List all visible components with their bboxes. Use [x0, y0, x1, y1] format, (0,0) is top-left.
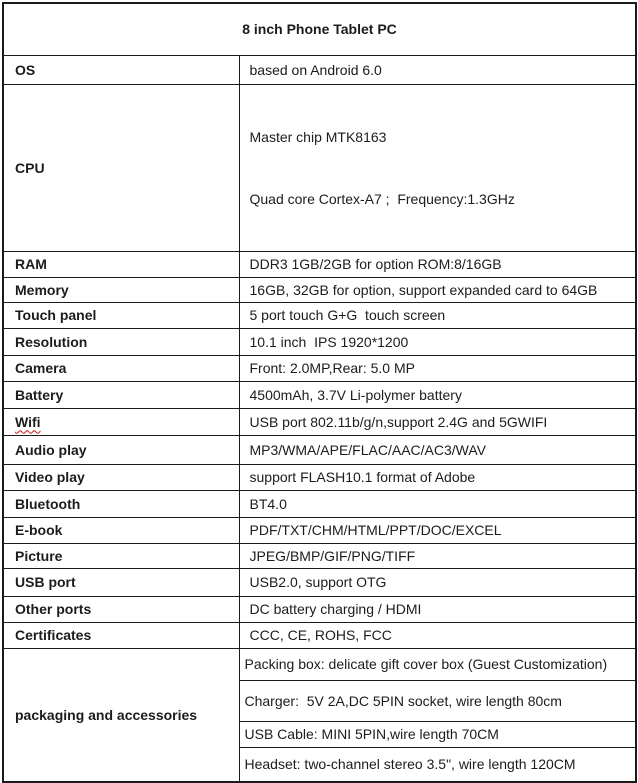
spec-row-cpu [3, 84, 636, 251]
spec-value-bluetooth: BT4.0 [239, 490, 636, 517]
spec-row-touch-panel [3, 302, 636, 328]
spec-value-video-play: support FLASH10.1 format of Adobe [239, 464, 636, 490]
spec-value-resolution: 10.1 inch IPS 1920*1200 [239, 328, 636, 355]
spec-label-bluetooth: Bluetooth [3, 490, 239, 517]
cpu-line-1: Master chip MTK8163 [249, 128, 387, 145]
packaging-row-packing-box [3, 648, 636, 680]
spec-value-certificates: CCC, CE, ROHS, FCC [239, 622, 636, 648]
spec-label-other-ports: Other ports [3, 596, 239, 622]
spec-label-packaging: packaging and accessories [3, 648, 239, 782]
spec-label-audio-play: Audio play [3, 435, 239, 464]
page-title: 8 inch Phone Tablet PC [3, 3, 636, 55]
spec-label-certificates: Certificates [3, 622, 239, 648]
spec-table [2, 2, 637, 783]
packaging-item-charger: Charger: 5V 2A,DC 5PIN socket, wire length 80cm [239, 680, 636, 721]
spec-label-cpu: CPU [3, 84, 239, 251]
spec-row-ebook [3, 517, 636, 543]
spec-row-wifi [3, 408, 636, 435]
spec-value-battery: 4500mAh, 3.7V Li-polymer battery [239, 381, 636, 408]
spec-row-certificates [3, 622, 636, 648]
spec-label-resolution: Resolution [3, 328, 239, 355]
spec-row-usb-port [3, 568, 636, 596]
spec-value-memory: 16GB, 32GB for option, support expanded card to 64GB [239, 277, 636, 302]
spec-label-ram: RAM [3, 251, 239, 277]
spec-label-picture: Picture [3, 543, 239, 568]
spec-value-os: based on Android 6.0 [239, 55, 636, 84]
spec-value-audio-play: MP3/WMA/APE/FLAC/AAC/AC3/WAV [239, 435, 636, 464]
spec-row-os [3, 55, 636, 84]
spec-value-camera: Front: 2.0MP,Rear: 5.0 MP [239, 355, 636, 381]
spec-label-video-play: Video play [3, 464, 239, 490]
spec-row-memory [3, 277, 636, 302]
spec-row-other-ports [3, 596, 636, 622]
cpu-line-2: Quad core Cortex-A7 ; Frequency:1.3GHz [249, 190, 515, 207]
wifi-misspell-underline: Wifi [15, 413, 41, 430]
spec-label-wifi [3, 408, 239, 435]
spec-label-os: OS [3, 55, 239, 84]
spec-label-usb-port: USB port [3, 568, 239, 596]
spec-label-battery: Battery [3, 381, 239, 408]
spec-value-ebook: PDF/TXT/CHM/HTML/PPT/DOC/EXCEL [239, 517, 636, 543]
spec-value-picture: JPEG/BMP/GIF/PNG/TIFF [239, 543, 636, 568]
spec-value-wifi: USB port 802.11b/g/n,support 2.4G and 5GWIFI [239, 408, 636, 435]
spec-row-camera [3, 355, 636, 381]
spec-value-usb-port: USB2.0, support OTG [239, 568, 636, 596]
spec-row-audio-play [3, 435, 636, 464]
spec-row-battery [3, 381, 636, 408]
spec-row-bluetooth [3, 490, 636, 517]
title-row [3, 3, 636, 55]
packaging-item-usb-cable: USB Cable: MINI 5PIN,wire length 70CM [239, 721, 636, 747]
spec-value-touch-panel: 5 port touch G+G touch screen [239, 302, 636, 328]
spec-row-resolution [3, 328, 636, 355]
spec-value-cpu [239, 84, 636, 251]
spec-row-video-play [3, 464, 636, 490]
spec-label-camera: Camera [3, 355, 239, 381]
spec-value-ram: DDR3 1GB/2GB for option ROM:8/16GB [239, 251, 636, 277]
spec-value-other-ports: DC battery charging / HDMI [239, 596, 636, 622]
packaging-item-headset: Headset: two-channel stereo 3.5", wire length 120CM [239, 747, 636, 782]
spec-row-ram [3, 251, 636, 277]
packaging-item-packing-box: Packing box: delicate gift cover box (Guest Customization) [239, 648, 636, 680]
spec-label-ebook: E-book [3, 517, 239, 543]
spec-label-touch-panel: Touch panel [3, 302, 239, 328]
spec-label-memory: Memory [3, 277, 239, 302]
spec-row-picture [3, 543, 636, 568]
